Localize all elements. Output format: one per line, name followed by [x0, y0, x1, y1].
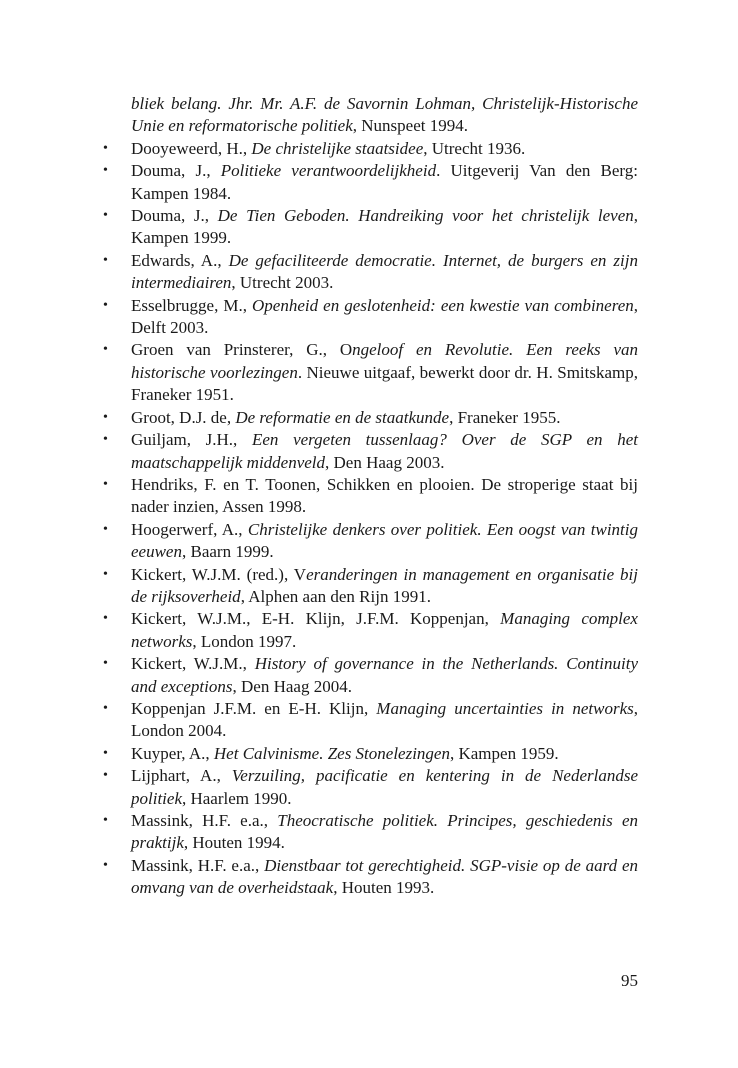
entry-title: Het Calvinisme. Zes Stonelezingen — [213, 743, 450, 763]
bibliography-entry — [103, 339, 638, 406]
entry-tail: , Den Haag 2004. — [232, 676, 352, 696]
bullet-icon: • — [103, 813, 108, 828]
entry-lead: Kickert, W.J.M., — [131, 654, 255, 674]
bullet-icon: • — [103, 476, 108, 492]
bibliography-entry — [103, 564, 638, 609]
bullet-icon: • — [103, 521, 108, 537]
bullet-icon: • — [103, 342, 108, 358]
bullet-icon: • — [103, 409, 108, 425]
entry-tail: , London 2004. — [131, 698, 638, 741]
entry-tail: , Kampen 1999. — [131, 206, 638, 248]
bibliography-entry — [103, 160, 638, 205]
bibliography-entry — [103, 810, 638, 855]
bullet-icon: • — [103, 140, 108, 156]
entry-title: Theocratische politiek. Principes, geschiedenis en praktijk — [131, 811, 638, 853]
bibliography-entry — [103, 205, 638, 250]
bullet-icon: • — [103, 208, 108, 224]
bullet-icon: • — [103, 700, 108, 716]
entry-lead: Kickert, W.J.M. (red.), V — [131, 564, 307, 584]
entry-tail: , Nunspeet 1994. — [352, 116, 468, 136]
entry-lead: Groot, D.J. de, — [131, 407, 236, 427]
bibliography-list — [103, 138, 638, 900]
entry-title: Politieke verantwoordelijkheid — [220, 161, 437, 181]
entry-lead: Edwards, A., — [131, 250, 229, 270]
bibliography-entry — [103, 474, 638, 519]
bibliography-entry — [103, 743, 638, 765]
entry-title: Openheid en geslotenheid: een kwestie van combineren — [252, 295, 634, 315]
entry-title: History of governance in the Netherlands. Continuity and exceptions — [131, 654, 638, 696]
entry-lead: Massink, H.F. e.a., — [131, 855, 265, 875]
entry-tail: , Utrecht 2003. — [231, 273, 334, 293]
entry-lead: Douma, J., — [131, 161, 221, 181]
bibliography-entry — [103, 250, 638, 295]
bullet-icon: • — [103, 432, 108, 448]
bibliography-entry — [103, 519, 638, 564]
bibliography-entry — [103, 295, 638, 340]
bibliography-continuation — [131, 93, 638, 138]
bullet-icon: • — [103, 611, 108, 627]
bibliography-entry — [103, 855, 638, 900]
entry-title: Verzuiling, pacificatie en kentering in de Nederlandse politiek — [131, 766, 638, 808]
bibliography-entry — [103, 698, 638, 743]
entry-tail: , Haarlem 1990. — [181, 788, 292, 808]
entry-title: De Tien Geboden. Handreiking voor het christelijk leven — [217, 206, 634, 226]
bullet-icon: • — [103, 297, 108, 313]
entry-tail: . Uitgeverij Van den Berg: Kampen 1984. — [131, 161, 638, 203]
entry-title: bliek belang. Jhr. Mr. A.F. de Savornin Lohman, Christelijk-Historische Unie en reformatorische politiek — [131, 94, 638, 136]
entry-title: eranderingen in management en organisatie bij de rijksoverheid — [131, 564, 638, 606]
entry-tail: , Utrecht 1936. — [423, 138, 526, 158]
bullet-icon: • — [103, 745, 108, 761]
bibliography — [103, 93, 638, 900]
bibliography-entry — [103, 765, 638, 810]
entry-lead: Kuyper, A., — [131, 743, 214, 763]
entry-title: De christelijke staatsidee — [251, 138, 424, 158]
entry-tail: , Alphen aan den Rijn 1991. — [240, 586, 431, 606]
bullet-icon: • — [103, 768, 108, 784]
entry-lead: Lijphart, A., — [131, 766, 232, 786]
entry-tail: , Houten 1993. — [333, 878, 435, 898]
bibliography-entry — [103, 653, 638, 698]
entry-tail: , Houten 1994. — [183, 833, 285, 853]
entry-lead: Massink, H.F. e.a., — [131, 811, 278, 830]
entry-lead: Hoogerwerf, A., — [131, 519, 248, 539]
entry-title: De gefaciliteerde democratie. Internet, de burgers en zijn intermediairen — [131, 250, 638, 293]
entry-lead: Groen van Prinsterer, G., O — [131, 340, 353, 360]
entry-tail: . Nieuwe uitgaaf, bewerkt door dr. H. Smitskamp, Franeker 1951. — [131, 362, 638, 405]
entry-title: Managing complex networks — [131, 609, 638, 651]
entry-title: Managing uncertainties in networks — [376, 698, 634, 718]
page-number: 95 — [621, 971, 638, 990]
entry-title: Een vergeten tussenlaag? Over de SGP en het maatschappelijk middenveld — [131, 430, 638, 472]
entry-tail: , Den Haag 2003. — [325, 452, 445, 472]
bullet-icon: • — [103, 566, 108, 582]
entry-lead: Koppenjan J.F.M. en E-H. Klijn, — [131, 698, 377, 718]
bullet-icon: • — [103, 857, 108, 873]
entry-lead: Hendriks, F. en T. Toonen, Schikken en plooien. De stroperige staat bij nader inzien, Assen 1998. — [131, 474, 638, 517]
bibliography-entry — [103, 608, 638, 653]
entry-title: Christelijke denkers over politiek. Een oogst van twintig eeuwen — [131, 519, 638, 562]
entry-lead: Kickert, W.J.M., E-H. Klijn, J.F.M. Koppenjan, — [131, 609, 501, 629]
bibliography-entry — [103, 429, 638, 474]
bibliography-entry — [103, 138, 638, 160]
bullet-icon: • — [103, 656, 108, 672]
bullet-icon: • — [103, 163, 108, 179]
entry-lead: Guiljam, J.H., — [131, 430, 252, 450]
entry-tail: , Delft 2003. — [131, 295, 638, 338]
bullet-icon: • — [103, 252, 108, 268]
entry-lead: Dooyeweerd, H., — [131, 138, 252, 158]
bibliography-entry — [103, 407, 638, 429]
entry-tail: , Kampen 1959. — [449, 743, 559, 763]
entry-lead: Esselbrugge, M., — [131, 295, 253, 315]
entry-tail: , Franeker 1955. — [449, 407, 561, 427]
entry-title: ngeloof en Revolutie. Een reeks van historische voorlezingen — [131, 340, 638, 382]
entry-tail: , Baarn 1999. — [181, 542, 274, 562]
entry-title: De reformatie en de staatkunde — [235, 407, 450, 427]
entry-title: Dienstbaar tot gerechtigheid. SGP-visie op de aard en omvang van de overheidstaak — [131, 855, 638, 898]
entry-tail: , London 1997. — [192, 631, 297, 651]
entry-lead: Douma, J., — [131, 206, 218, 226]
